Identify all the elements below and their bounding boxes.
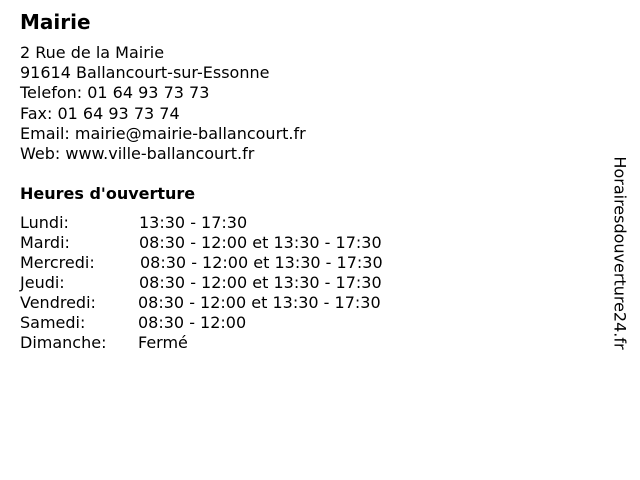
day-label: Mercredi:	[20, 253, 95, 272]
address-block	[20, 43, 306, 164]
time-value: 08:30 - 12:00 et 13:30 - 17:30	[139, 233, 382, 252]
time-value: 13:30 - 17:30	[139, 213, 248, 232]
day-label: Jeudi:	[20, 273, 65, 292]
street-address: 2 Rue de la Mairie	[20, 43, 165, 62]
fax-number: Fax: 01 64 93 73 74	[20, 103, 180, 123]
phone-number: Telefon: 01 64 93 73 73	[20, 83, 210, 103]
day-label: Mardi:	[20, 233, 70, 252]
time-value: Fermé	[138, 333, 188, 352]
site-watermark	[610, 135, 630, 370]
time-value: 08:30 - 12:00 et 13:30 - 17:30	[138, 293, 381, 312]
day-label: Dimanche:	[20, 333, 107, 352]
day-label: Samedi:	[20, 313, 86, 332]
city-address: 91614 Ballancourt-sur-Essonne	[20, 63, 270, 83]
site-watermark-text: Horairesdouverture24.fr	[611, 155, 631, 350]
email-address: Email: mairie@mairie-ballancourt.fr	[20, 123, 306, 143]
hours-heading: Heures d'ouverture	[20, 184, 196, 203]
page-title: Mairie	[20, 10, 91, 34]
time-value: 08:30 - 12:00 et 13:30 - 17:30	[139, 273, 382, 292]
day-label: Vendredi:	[20, 293, 96, 312]
time-value: 08:30 - 12:00	[138, 313, 247, 332]
website-address: Web: www.ville-ballancourt.fr	[20, 144, 255, 164]
day-label: Lundi:	[20, 213, 69, 232]
time-value: 08:30 - 12:00 et 13:30 - 17:30	[140, 253, 383, 272]
